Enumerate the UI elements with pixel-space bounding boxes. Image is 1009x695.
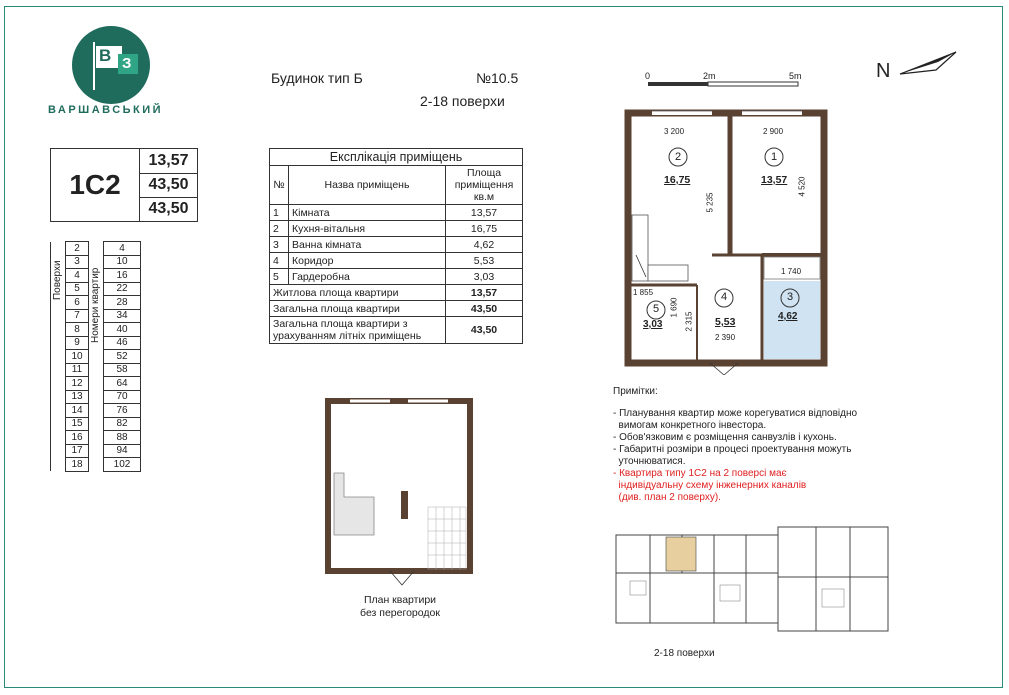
total-row bbox=[270, 285, 523, 301]
apt-label-gap bbox=[89, 350, 104, 364]
apt-label-gap bbox=[89, 444, 104, 458]
room-2-area: 16,75 bbox=[664, 174, 691, 186]
explication-table bbox=[269, 148, 523, 344]
total-value: 13,57 bbox=[446, 285, 523, 301]
open-plan-caption-1: План квартири bbox=[363, 594, 437, 606]
apartment-number: 28 bbox=[104, 296, 141, 310]
room-area: 3,03 bbox=[446, 269, 523, 285]
floor-number: 15 bbox=[66, 417, 89, 431]
scale-0: 0 bbox=[645, 71, 651, 81]
floor-label-gap bbox=[51, 404, 66, 418]
floor-row bbox=[51, 242, 141, 256]
apartment-number: 4 bbox=[104, 242, 141, 256]
area-total-summer: 43,50 bbox=[148, 200, 189, 217]
room-row bbox=[270, 237, 523, 253]
room-name: Кухня-вітальня bbox=[289, 221, 446, 237]
floor-label-gap bbox=[51, 417, 66, 431]
apartment-number: 34 bbox=[104, 309, 141, 323]
room-area: 4,62 bbox=[446, 237, 523, 253]
floor-number: 11 bbox=[66, 363, 89, 377]
floor-row bbox=[51, 350, 141, 364]
apt-label-gap bbox=[89, 296, 104, 310]
area-living: 13,57 bbox=[140, 149, 197, 174]
apartment-number: 76 bbox=[104, 404, 141, 418]
floor-plan bbox=[610, 525, 895, 635]
floor-label-gap bbox=[51, 296, 66, 310]
dim-1855: 1 855 bbox=[633, 288, 654, 297]
apt-label-gap bbox=[89, 323, 104, 337]
brand-name: ВАРШАВСЬКИЙ bbox=[48, 104, 164, 116]
apartment-numbers-label: Номери квартир bbox=[90, 267, 101, 343]
apt-label-gap bbox=[89, 242, 104, 256]
floor-row bbox=[51, 309, 141, 323]
floors-label: Поверхи bbox=[52, 260, 63, 300]
floor-label-gap bbox=[51, 255, 66, 269]
floor-number: 13 bbox=[66, 390, 89, 404]
floor-row bbox=[51, 404, 141, 418]
floor-number: 6 bbox=[66, 296, 89, 310]
floor-number: 4 bbox=[66, 269, 89, 283]
notes-title: Примітки: bbox=[613, 386, 658, 397]
floor-row bbox=[51, 269, 141, 283]
floor-row bbox=[51, 255, 141, 269]
room-name: Ванна кімната bbox=[289, 237, 446, 253]
floor-number: 5 bbox=[66, 282, 89, 296]
dim-4520: 4 520 bbox=[797, 176, 807, 197]
apartment-number: 88 bbox=[104, 431, 141, 445]
room-area: 5,53 bbox=[446, 253, 523, 269]
note-line: - Габаритні розміри в процесі проектування можуть bbox=[613, 444, 852, 455]
room-1-number: 1 bbox=[771, 151, 778, 163]
room-5-number: 5 bbox=[653, 303, 660, 315]
note-red-line: - Квартира типу 1С2 на 2 поверсі має bbox=[613, 468, 787, 479]
col-name-header: Назва приміщень bbox=[289, 166, 446, 205]
floor-label-gap bbox=[51, 390, 66, 404]
floors-range: 2-18 поверхи bbox=[420, 93, 505, 109]
apt-label-gap bbox=[89, 282, 104, 296]
floor-label-gap bbox=[51, 323, 66, 337]
apartment-number: 94 bbox=[104, 444, 141, 458]
floor-label-gap bbox=[51, 282, 66, 296]
area-total: 43,50 bbox=[140, 173, 197, 198]
floor-number: 10 bbox=[66, 350, 89, 364]
total-row bbox=[270, 301, 523, 317]
floor-number: 8 bbox=[66, 323, 89, 337]
notes-red-list bbox=[613, 468, 913, 504]
floor-row bbox=[51, 296, 141, 310]
floor-number: 17 bbox=[66, 444, 89, 458]
apartment-number: 16 bbox=[104, 269, 141, 283]
floor-number: 2 bbox=[66, 242, 89, 256]
apt-label-gap bbox=[89, 458, 104, 472]
note-red-line: індивідуальну схему інженерних каналів bbox=[613, 480, 807, 491]
apt-label-gap bbox=[89, 390, 104, 404]
floor-label-gap bbox=[51, 350, 66, 364]
apt-label-gap bbox=[89, 363, 104, 377]
apt-label-gap bbox=[89, 255, 104, 269]
col-area-header: Площа приміщення кв.м bbox=[446, 166, 523, 205]
north-label: N bbox=[876, 60, 891, 82]
floor-row bbox=[51, 377, 141, 391]
floor-label-gap bbox=[51, 431, 66, 445]
floor-row bbox=[51, 458, 141, 472]
apt-label-gap bbox=[89, 404, 104, 418]
floor-row bbox=[51, 282, 141, 296]
apt-label-gap bbox=[89, 309, 104, 323]
room-name: Коридор bbox=[289, 253, 446, 269]
room-5-area: 3,03 bbox=[643, 319, 663, 330]
apartment-number: 58 bbox=[104, 363, 141, 377]
open-plan-caption-2: без перегородок bbox=[360, 607, 440, 619]
floor-number: 9 bbox=[66, 336, 89, 350]
floor-row bbox=[51, 444, 141, 458]
room-area: 16,75 bbox=[446, 221, 523, 237]
floor-number: 14 bbox=[66, 404, 89, 418]
floor-row bbox=[51, 417, 141, 431]
apt-label-gap bbox=[89, 336, 104, 350]
room-number: 5 bbox=[270, 269, 289, 285]
room-3-number: 3 bbox=[787, 291, 794, 303]
room-number: 3 bbox=[270, 237, 289, 253]
apartment-number: 102 bbox=[104, 458, 141, 472]
notes-list bbox=[613, 408, 913, 468]
notes bbox=[613, 386, 913, 504]
room-row bbox=[270, 253, 523, 269]
room-name: Кімната bbox=[289, 205, 446, 221]
floor-row bbox=[51, 323, 141, 337]
north-arrow-icon bbox=[898, 48, 960, 80]
apt-label-gap bbox=[89, 417, 104, 431]
room-4-area: 5,53 bbox=[715, 316, 736, 328]
apartment-number: 10 bbox=[104, 255, 141, 269]
apt-label-gap bbox=[89, 431, 104, 445]
logo-letter-v: В bbox=[99, 46, 112, 65]
floor-label-gap bbox=[51, 363, 66, 377]
apartment-number: 64 bbox=[104, 377, 141, 391]
logo bbox=[72, 26, 150, 104]
total-label: Загальна площа квартири з урахуванням літніх приміщень bbox=[270, 317, 446, 344]
floor-number: 3 bbox=[66, 255, 89, 269]
floor-number: 7 bbox=[66, 309, 89, 323]
col-num-header: № bbox=[270, 166, 289, 205]
apartment-code: 1С2 bbox=[51, 149, 140, 221]
apartment-number: 52 bbox=[104, 350, 141, 364]
total-value: 43,50 bbox=[446, 317, 523, 344]
room-number: 1 bbox=[270, 205, 289, 221]
dim-2390: 2 390 bbox=[715, 333, 736, 342]
dim-2900: 2 900 bbox=[763, 127, 784, 136]
dim-3200: 3 200 bbox=[664, 127, 685, 136]
total-row bbox=[270, 317, 523, 344]
floor-label-gap bbox=[51, 336, 66, 350]
room-row bbox=[270, 221, 523, 237]
floor-label-gap bbox=[51, 269, 66, 283]
room-2-number: 2 bbox=[675, 151, 682, 163]
floor-label-gap bbox=[51, 242, 66, 256]
total-label: Загальна площа квартири bbox=[270, 301, 446, 317]
total-value: 43,50 bbox=[446, 301, 523, 317]
building-type: Будинок тип Б bbox=[271, 70, 363, 86]
note-line: вимогам конкретного інвестора. bbox=[613, 420, 767, 431]
note-red-line: (див. план 2 поверху). bbox=[613, 492, 721, 503]
note-line: - Обов'язковим є розміщення санвузлів і кухонь. bbox=[613, 432, 837, 443]
building-number: №10.5 bbox=[476, 70, 519, 86]
floor-row bbox=[51, 390, 141, 404]
total-label: Житлова площа квартири bbox=[270, 285, 446, 301]
floor-row bbox=[51, 431, 141, 445]
note-line: уточнюватися. bbox=[613, 456, 686, 467]
floors-table bbox=[50, 241, 141, 472]
apartment-number: 22 bbox=[104, 282, 141, 296]
apartment-number: 70 bbox=[104, 390, 141, 404]
floor-label-gap bbox=[51, 458, 66, 472]
dim-1690: 1 690 bbox=[669, 297, 679, 318]
scale-2m: 2m bbox=[703, 71, 716, 81]
apt-label-gap bbox=[89, 269, 104, 283]
apartment-type-box bbox=[50, 148, 198, 222]
room-3-area: 4,62 bbox=[778, 311, 798, 322]
room-1-area: 13,57 bbox=[761, 174, 788, 186]
apt-label-gap bbox=[89, 377, 104, 391]
room-number: 2 bbox=[270, 221, 289, 237]
room-row bbox=[270, 205, 523, 221]
room-4-number: 4 bbox=[721, 291, 728, 303]
note-line: - Планування квартир може корегуватися відповідно bbox=[613, 408, 858, 419]
dim-5235: 5 235 bbox=[705, 192, 715, 213]
floor-number: 18 bbox=[66, 458, 89, 472]
floor-label-gap bbox=[51, 309, 66, 323]
dim-2315: 2 315 bbox=[684, 311, 694, 332]
scale-5m: 5m bbox=[789, 71, 802, 81]
apartment-number: 40 bbox=[104, 323, 141, 337]
floor-label-gap bbox=[51, 444, 66, 458]
open-plan bbox=[320, 395, 480, 591]
explication-title: Експлікація приміщень bbox=[270, 149, 523, 166]
floor-number: 16 bbox=[66, 431, 89, 445]
room-area: 13,57 bbox=[446, 205, 523, 221]
floor-row bbox=[51, 336, 141, 350]
room-name: Гардеробна bbox=[289, 269, 446, 285]
floor-label-gap bbox=[51, 377, 66, 391]
room-number: 4 bbox=[270, 253, 289, 269]
logo-letter-z: З bbox=[122, 55, 132, 72]
apartment-number: 46 bbox=[104, 336, 141, 350]
floor-number: 12 bbox=[66, 377, 89, 391]
floor-plan-caption: 2-18 поверхи bbox=[654, 648, 715, 659]
room-row bbox=[270, 269, 523, 285]
floor-row bbox=[51, 363, 141, 377]
dim-1740: 1 740 bbox=[781, 267, 802, 276]
apartment-number: 82 bbox=[104, 417, 141, 431]
